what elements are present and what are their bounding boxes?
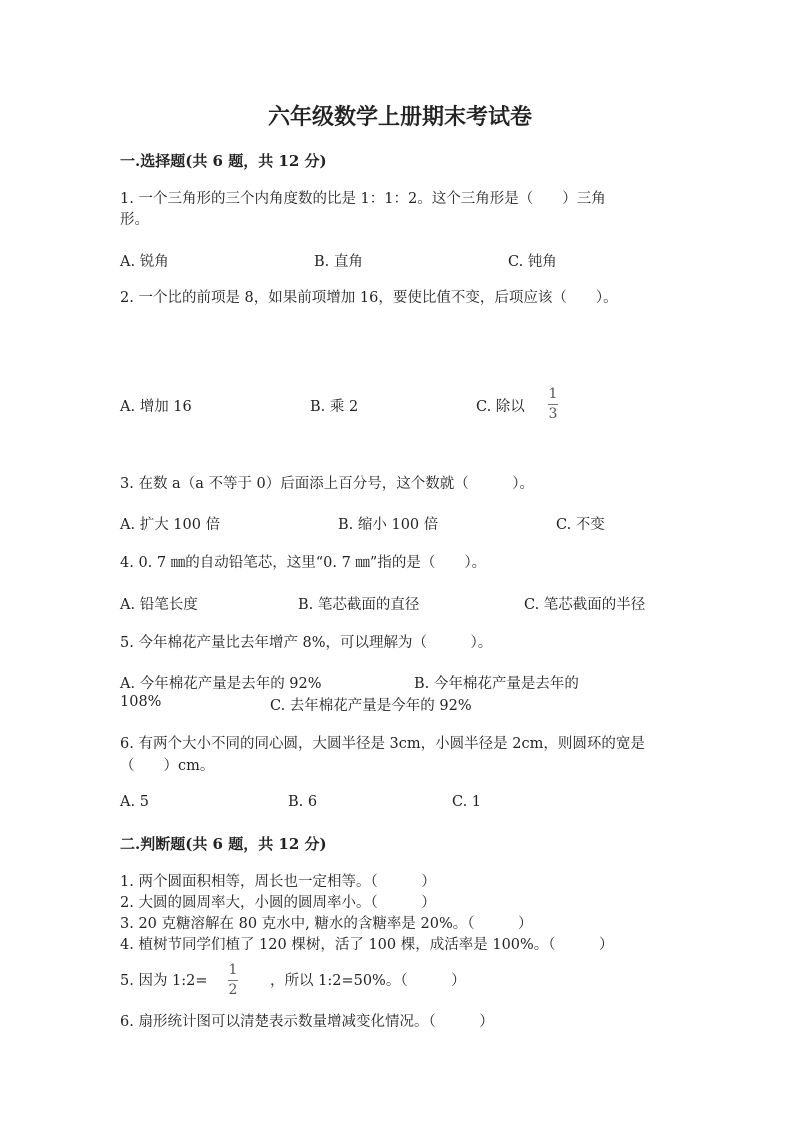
section-heading-choice: 一.选择题(共 6 题，共 12 分) [120, 152, 327, 170]
q6-option-b: B. 6 [288, 794, 318, 810]
q1-option-c: C. 钝角 [508, 254, 557, 270]
judgement-item-2: 2. 大圆的圆周率大，小圆的圆周率小。（ ） [120, 895, 436, 911]
judgement-item-5-fraction [228, 963, 238, 998]
q6-option-c: C. 1 [452, 794, 482, 810]
page-title: 六年级数学上册期末考试卷 [267, 104, 532, 130]
q1-option-b: B. 直角 [314, 254, 363, 270]
q3-option-c: C. 不变 [556, 517, 605, 533]
q2-option-c: C. 除以 [476, 399, 525, 415]
question-4: 4. 0. 7 ㎜的自动铅笔芯，这里“0. 7 ㎜”指的是（ ）。 [120, 555, 487, 571]
judgement-item-6: 6. 扇形统计图可以清楚表示数量增减变化情况。（ ） [120, 1014, 494, 1030]
fraction-numerator: 1 [228, 962, 238, 978]
q3-option-b: B. 缩小 100 倍 [338, 517, 439, 533]
question-3: 3. 在数 a（a 不等于 0）后面添上百分号，这个数就（ ）。 [120, 476, 535, 492]
fraction-bar [548, 404, 558, 405]
question-1-line-2: 形。 [120, 212, 149, 228]
q5-option-c: C. 去年棉花产量是今年的 92% [270, 698, 472, 714]
section-heading-judgement: 二.判断题(共 6 题，共 12 分) [120, 835, 327, 853]
judgement-item-5-suffix: ，所以 1:2=50%。（ ） [270, 973, 466, 989]
q5-option-b: B. 今年棉花产量是去年的 [414, 676, 579, 692]
q4-option-b: B. 笔芯截面的直径 [298, 597, 420, 613]
judgement-item-5-prefix: 5. 因为 1:2= [120, 973, 208, 989]
fraction-bar [228, 980, 238, 981]
question-6-line-2: （ ）cm。 [120, 758, 215, 774]
q5-option-a: A. 今年棉花产量是去年的 92% [120, 676, 322, 692]
q2-option-a: A. 增加 16 [120, 399, 192, 415]
question-1-line-1: 1. 一个三角形的三个内角度数的比是 1：1：2。这个三角形是（ ）三角 [120, 191, 606, 207]
judgement-item-3: 3. 20 克糖溶解在 80 克水中, 糖水的含糖率是 20%。（ ） [120, 916, 533, 932]
q2-fraction [548, 387, 558, 422]
q5-option-b-continued: 108% [120, 694, 162, 710]
q6-option-a: A. 5 [120, 794, 149, 810]
question-2: 2. 一个比的前项是 8，如果前项增加 16，要使比值不变，后项应该（ ）。 [120, 290, 618, 306]
judgement-item-1: 1. 两个圆面积相等，周长也一定相等。（ ） [120, 874, 436, 890]
q2-option-b: B. 乘 2 [310, 399, 359, 415]
fraction-denominator: 2 [228, 982, 238, 998]
question-5: 5. 今年棉花产量比去年增产 8%，可以理解为（ ）。 [120, 635, 493, 651]
judgement-item-4: 4. 植树节同学们植了 120 棵树，活了 100 棵，成活率是 100%。（ ） [120, 937, 614, 953]
fraction-denominator: 3 [548, 406, 558, 422]
question-6-line-1: 6. 有两个大小不同的同心圆，大圆半径是 3cm，小圆半径是 2cm，则圆环的宽是 [120, 736, 645, 752]
q4-option-c: C. 笔芯截面的半径 [524, 597, 646, 613]
q4-option-a: A. 铅笔长度 [120, 597, 198, 613]
fraction-numerator: 1 [548, 386, 558, 402]
q1-option-a: A. 锐角 [120, 254, 169, 270]
q3-option-a: A. 扩大 100 倍 [120, 517, 221, 533]
